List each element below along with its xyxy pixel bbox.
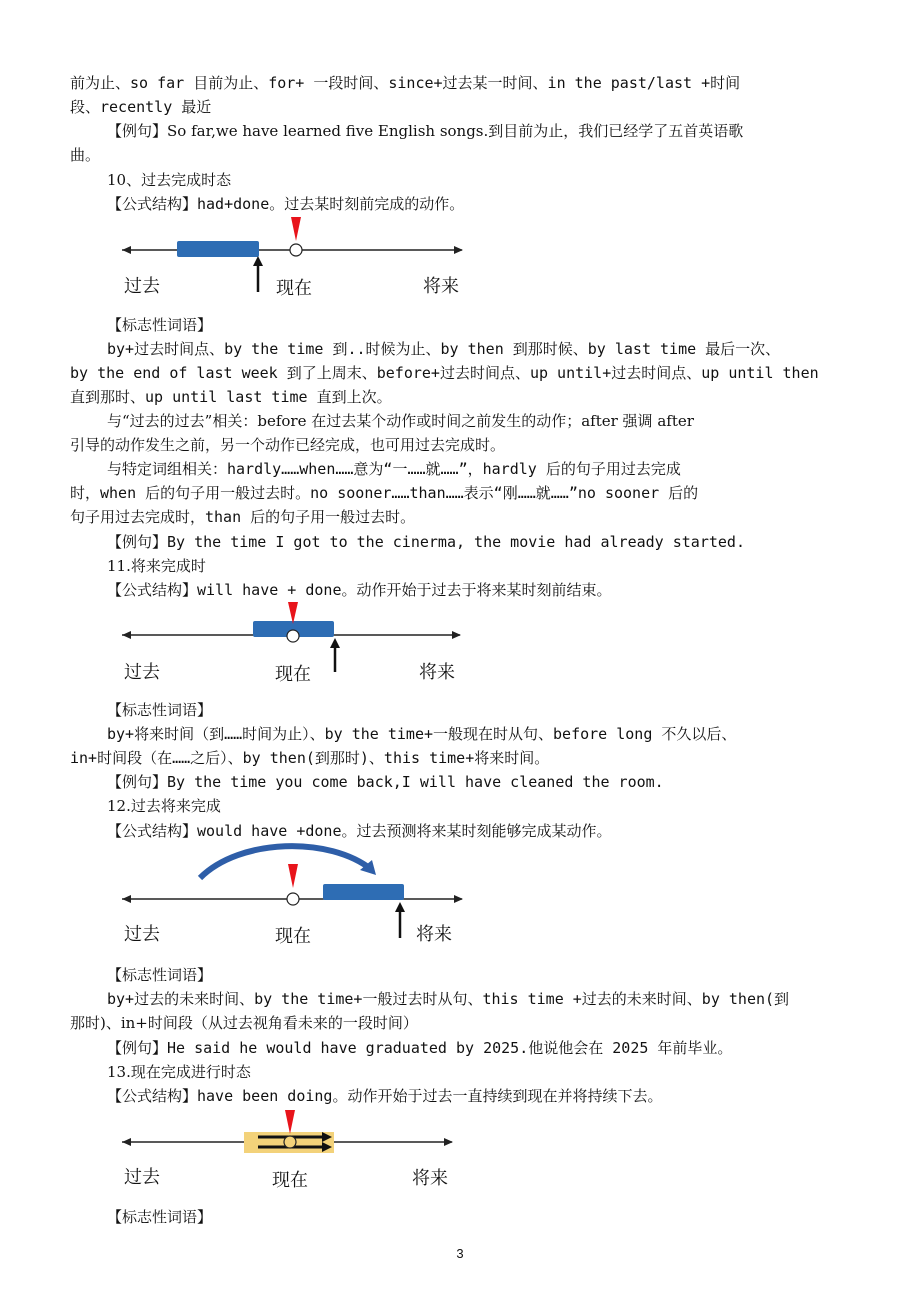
arrow-up-icon [253,256,263,266]
now-point [287,630,299,642]
section-heading: 12.过去将来完成 [107,797,221,815]
marker-icon [291,217,301,241]
marker-words-heading: 【标志性词语】 [107,701,213,719]
label-past: 过去 [124,924,160,945]
text-line: 那时)、in+时间段（从过去视角看未来的一段时间） [70,1014,418,1032]
marker-icon [288,602,298,624]
page-number: 3 [456,1246,464,1261]
section-heading: 11.将来完成时 [107,557,206,575]
text-line: 与特定词组相关：hardly……when……意为“一……就……”，hardly 后的句子用过去完成 [107,460,681,478]
label-past: 过去 [124,662,160,683]
label-future: 将来 [419,662,455,683]
marker-icon [285,1110,295,1134]
text-line: 句子用过去完成时，than 后的句子用一般过去时。 [70,508,416,526]
now-point [287,893,299,905]
text-line: by+将来时间（到……时间为止）、by the time+一般现在时从句、before long 不久以后、 [107,725,737,743]
text-line: 与“过去的过去”相关：before 在过去某个动作或时间之前发生的动作；after 强调 after [107,412,694,430]
section-heading: 10、过去完成时态 [107,171,232,189]
timeline-future-in-past [0,838,920,968]
text-line: 段、recently 最近 [70,98,212,116]
action-bar [323,884,404,900]
now-point [290,244,302,256]
section-heading: 13.现在完成进行时态 [107,1063,251,1081]
text-line: 前为止、so far 目前为止、for+ 一段时间、since+过去某一时间、in the past/last +时间 [70,74,741,92]
text-line: in+时间段（在……之后）、by then(到那时)、this time+将来时间。 [70,749,550,767]
text-line: 时，when 后的句子用一般过去时。no sooner……than……表示“刚……就……”no sooner 后的 [70,484,699,502]
label-now: 现在 [275,664,311,685]
label-future: 将来 [423,276,459,297]
text-line: by+过去的未来时间、by the time+一般过去时从句、this time +过去的未来时间、by then(到 [107,990,790,1008]
text-line: 直到那时、up until last time 直到上次。 [70,388,392,406]
example-sentence: 【例句】He said he would have graduated by 2025.他说他会在 2025 年前毕业。 [107,1039,733,1057]
timeline-past-perfect [0,212,920,312]
text-line: by the end of last week 到了上周末、before+过去时间点、up until+过去时间点、up until then [70,364,819,382]
arrow-up-icon [330,638,340,648]
label-future: 将来 [416,924,452,945]
formula-structure: 【公式结构】had+done。过去某时刻前完成的动作。 [107,195,465,213]
timeline-future-perfect [0,598,920,698]
text-line: by+过去时间点、by the time 到..时候为止、by then 到那时候、by last time 最后一次、 [107,340,781,358]
label-past: 过去 [124,276,160,297]
label-past: 过去 [124,1167,160,1188]
marker-words-heading: 【标志性词语】 [107,966,213,984]
text-line: 曲。 [70,146,101,164]
curved-arrow-icon [200,846,372,878]
marker-words-heading: 【标志性词语】 [107,316,213,334]
example-sentence: 【例句】So far,we have learned five English songs.到目前为止，我们已经学了五首英语歌 [107,122,744,140]
label-future: 将来 [412,1168,448,1189]
label-now: 现在 [276,278,312,299]
arrow-up-icon [395,902,405,912]
formula-structure: 【公式结构】will have + done。动作开始于过去于将来某时刻前结束。 [107,581,612,599]
label-now: 现在 [272,1170,308,1191]
now-point [284,1136,296,1148]
timeline-present-perfect-continuous [0,1106,920,1202]
text-line: 引导的动作发生之前，另一个动作已经完成，也可用过去完成时。 [70,436,506,454]
label-now: 现在 [275,926,311,947]
formula-structure: 【公式结构】have been doing。动作开始于过去一直持续到现在并将持续下去。 [107,1087,663,1105]
marker-words-heading: 【标志性词语】 [107,1208,213,1226]
example-sentence: 【例句】By the time you come back,I will have cleaned the room. [107,773,664,791]
example-sentence: 【例句】By the time I got to the cinerma, the movie had already started. [107,533,745,551]
action-bar [177,241,259,257]
formula-structure: 【公式结构】would have +done。过去预测将来某时刻能够完成某动作。 [107,822,612,840]
marker-icon [288,864,298,888]
